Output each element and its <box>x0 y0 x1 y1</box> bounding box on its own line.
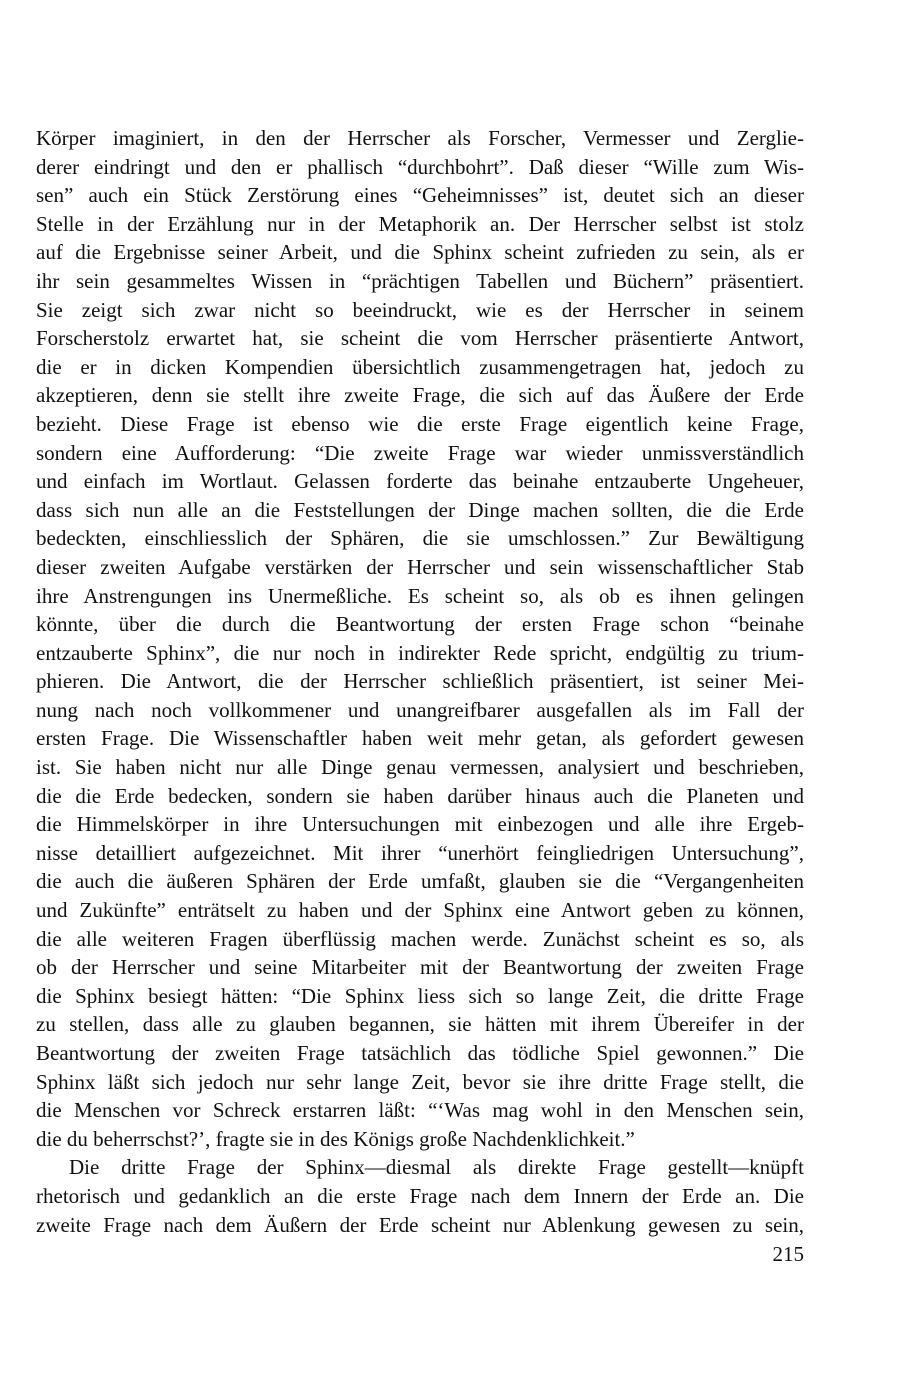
text-line: die du beherrschst?’, fragte sie in des Königs große Nachdenklichkeit.” <box>36 1126 635 1151</box>
text-line: Forscherstolz erwartet hat, sie scheint die vom Herrscher präsentierte Antwort, <box>36 326 804 351</box>
text-line: die Menschen vor Schreck erstarren läßt: “‘Was mag wohl in den Menschen sein, <box>36 1098 804 1123</box>
text-line: derer eindringt und den er phallisch “durchbohrt”. Daß dieser “Wille zum Wis- <box>36 154 804 179</box>
text-line: zweite Frage nach dem Äußern der Erde scheint nur Ablenkung gewesen zu sein, <box>36 1212 804 1237</box>
text-line: ersten Frage. Die Wissenschaftler haben weit mehr getan, als gefordert gewesen <box>36 726 804 751</box>
text-line: ob der Herrscher und seine Mitarbeiter mit der Beantwortung der zweiten Frage <box>36 955 804 980</box>
text-line: dass sich nun alle an die Feststellungen der Dinge machen sollten, die die Erde <box>36 497 804 522</box>
text-line: die er in dicken Kompendien übersichtlich zusammengetragen hat, jedoch zu <box>36 354 804 379</box>
text-line: nisse detailliert aufgezeichnet. Mit ihrer “unerhört feingliedrigen Untersuchung”, <box>36 840 804 865</box>
text-line: die alle weiteren Fragen überflüssig machen werde. Zunächst scheint es so, als <box>36 926 804 951</box>
text-line: Stelle in der Erzählung nur in der Metaphorik an. Der Herrscher selbst ist stolz <box>36 211 804 236</box>
text-line: ist. Sie haben nicht nur alle Dinge genau vermessen, analysiert und beschrieben, <box>36 755 804 780</box>
text-line: sen” auch ein Stück Zerstörung eines “Geheimnisses” ist, deutet sich an dieser <box>36 183 804 208</box>
text-line: dieser zweiten Aufgabe verstärken der Herrscher und sein wissenschaftlicher Stab <box>36 554 804 579</box>
text-line: ihr sein gesammeltes Wissen in “prächtigen Tabellen und Büchern” präsentiert. <box>36 268 804 293</box>
body-text <box>36 124 804 1239</box>
text-line: könnte, über die durch die Beantwortung der ersten Frage schon “beinahe <box>36 612 804 637</box>
text-line: Beantwortung der zweiten Frage tatsächlich das tödliche Spiel gewonnen.” Die <box>36 1041 804 1065</box>
text-line: sondern eine Aufforderung: “Die zweite Frage war wieder unmissverständlich <box>36 440 804 465</box>
text-line: die die Erde bedecken, sondern sie haben darüber hinaus auch die Planeten und <box>36 783 804 808</box>
text-line: nung nach noch vollkommener und unangreifbarer ausgefallen als im Fall der <box>36 697 804 722</box>
text-line: auf die Ergebnisse seiner Arbeit, und die Sphinx scheint zufrieden zu sein, als er <box>36 240 804 265</box>
text-line: Sphinx läßt sich jedoch nur sehr lange Zeit, bevor sie ihre dritte Frage stellt, die <box>36 1069 804 1094</box>
text-line: und Zukünfte” enträtselt zu haben und der Sphinx eine Antwort geben zu können, <box>36 898 804 923</box>
text-line: zu stellen, dass alle zu glauben begannen, sie hätten mit ihrem Übereifer in der <box>36 1012 804 1037</box>
text-line: akzeptieren, denn sie stellt ihre zweite Frage, die sich auf das Äußere der Erde <box>36 383 804 408</box>
text-line: Die dritte Frage der Sphinx—diesmal als direkte Frage gestellt—knüpft <box>69 1155 804 1180</box>
text-line: die auch die äußeren Sphären der Erde umfaßt, glauben sie die “Vergangenheiten <box>36 869 804 894</box>
text-line: bedeckten, einschliesslich der Sphären, die sie umschlossen.” Zur Bewältigung <box>36 526 804 551</box>
text-line: und einfach im Wortlaut. Gelassen forderte das beinahe entzauberte Ungeheuer, <box>36 469 804 494</box>
text-line: entzauberte Sphinx”, die nur noch in indirekter Rede spricht, endgültig zu trium- <box>36 640 804 665</box>
text-line: ihre Anstrengungen ins Unermeßliche. Es scheint so, als ob es ihnen gelingen <box>36 583 804 608</box>
text-line: die Himmelskörper in ihre Untersuchungen mit einbezogen und alle ihre Ergeb- <box>36 812 804 837</box>
text-line: die Sphinx besiegt hätten: “Die Sphinx liess sich so lange Zeit, die dritte Frage <box>36 983 804 1008</box>
text-line: Körper imaginiert, in den der Herrscher als Forscher, Vermesser und Zerglie- <box>36 126 804 150</box>
text-line: rhetorisch und gedanklich an die erste Frage nach dem Innern der Erde an. Die <box>36 1183 804 1208</box>
page-number: 215 <box>772 1242 804 1266</box>
text-line: phieren. Die Antwort, die der Herrscher schließlich präsentiert, ist seiner Mei- <box>36 669 804 694</box>
text-line: Sie zeigt sich zwar nicht so beeindruckt, wie es der Herrscher in seinem <box>36 297 804 322</box>
text-line: bezieht. Diese Frage ist ebenso wie die erste Frage eigentlich keine Frage, <box>36 411 804 436</box>
